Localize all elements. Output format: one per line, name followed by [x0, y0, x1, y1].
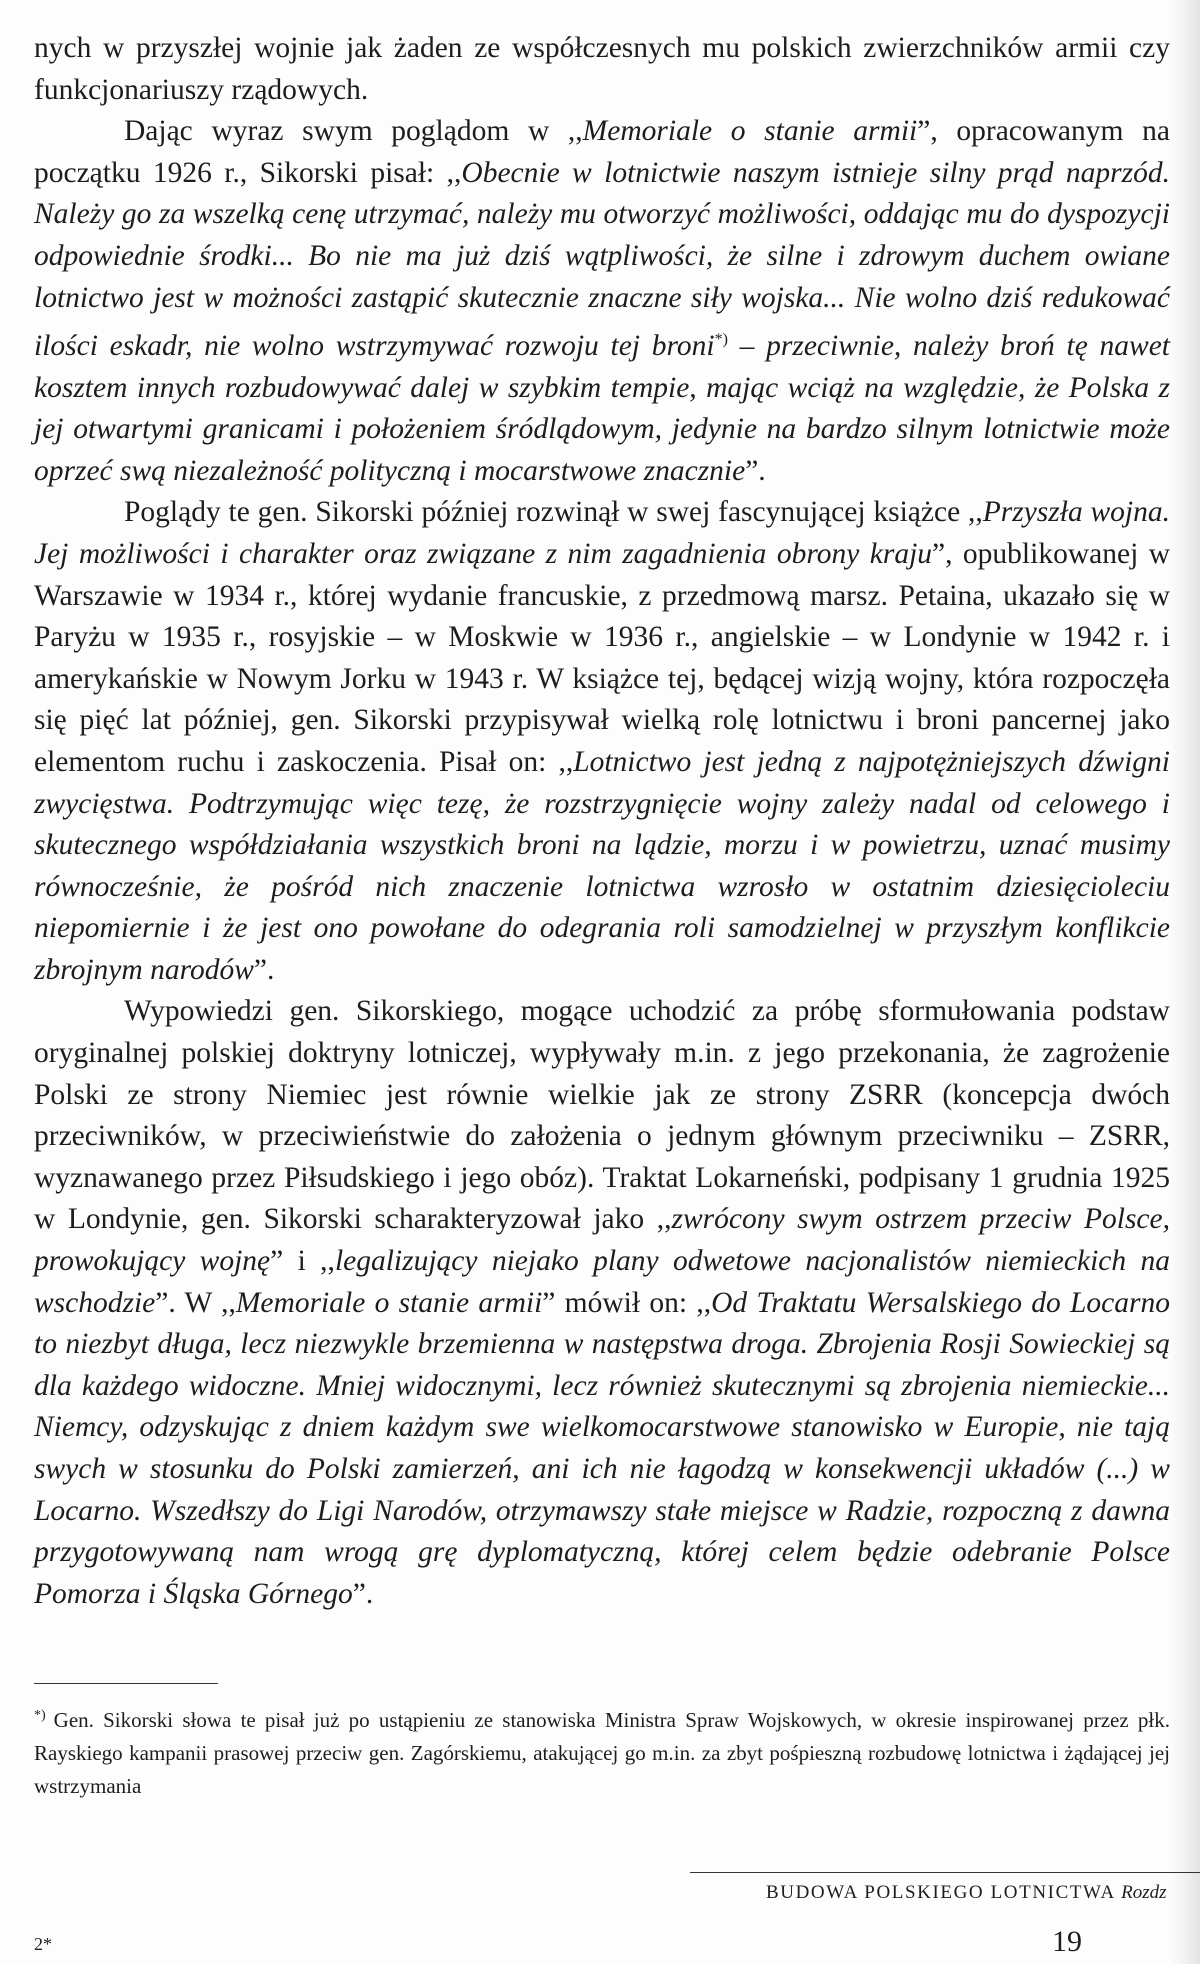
quoted-text: przeciwnie, należy broń tę nawet kosztem innych rozbudowywać dalej w szybkim tempie, mając wciąż na względzie, że Polska z jej otwartymi granicami i położeniem śródlądowym, jedynie na bardzo silnym lotnictwie może oprzeć swą niezależność polityczną i mocarstwowe znacznie [34, 329, 1170, 487]
text-run: – [727, 329, 767, 362]
text-run: ”. [253, 953, 275, 986]
text-run: Wypowiedzi gen. Sikorskiego, mogące uchodzić za próbę sformułowania podstaw oryginalnej polskiej doktryny lotniczej, wypływały m.in. z jego przekonania, że zagrożenie Polski ze strony Niemiec jest równie wielkie jak ze strony ZSRR (koncepcja dwóch przeciwników, w przeciwieństwie do założenia o jednym głównym przeciwniku – ZSRR, wyznawanego przez Piłsudskiego i jego obóz). Traktat Lokarneński, podpisany 1 grudnia 1925 w Londynie, gen. Sikorski scharakteryzował jako ,, [34, 995, 1170, 1236]
quoted-text: Memoriale o stanie armii [235, 1286, 543, 1319]
quoted-text: Lotnictwo jest jedną z najpotężniejszych dźwigni zwycięstwa. Podtrzymując więc tezę, że rozstrzygnięcie wojny zależy nadal od celowego i skutecznego współdziałania wszystkich broni na lądzie, morzu i w powietrzu, uznać musimy równocześnie, że pośród nich znaczenie lotnictwa wzrosło w ostatnim dziesięcioleciu niepomiernie i że jest ono powołane do odegrania roli samodzielnej w przyszłym konflikcie zbrojnym narodów [34, 745, 1171, 986]
text-run: Dając wyraz swym poglądom w ,, [124, 115, 583, 148]
quoted-text: zwrócony swym ostrzem przeciw Polsce, prowokujący wojnę [34, 1203, 1170, 1278]
quoted-text: legalizujący niejako plany odwetowe nacjonalistów niemieckich na wschodzie [34, 1245, 1170, 1319]
footnote-rule [34, 1683, 218, 1684]
text-run: ”. [745, 454, 766, 487]
page-number: 19 [1052, 1925, 1082, 1958]
quoted-text: Memoriale o stanie armii [582, 115, 918, 148]
footnote [34, 1699, 1170, 1803]
text-run: ”. [352, 1577, 374, 1610]
footnote-reference: *) [714, 331, 728, 349]
text-run: ” i ,, [270, 1245, 335, 1278]
paragraph [34, 991, 1170, 1615]
text-run: ”, opracowanym na początku 1926 r., Sikorski pisał: ,, [34, 115, 1170, 189]
footnote-mark: *) [34, 1708, 46, 1723]
text-run: ”, opublikowanej w Warszawie w 1934 r., której wydanie francuskie, z przedmową marsz. Petaina, ukazało się w Paryżu w 1935 r., rosyjskie – w Moskwie w 1936 r., angielskie – w Londynie w 1942 r. i amerykańskie w Nowym Jorku w 1943 r. W książce tej, będącej wizją wojny, która rozpoczęła się pięć lat później, gen. Sikorski przypisywał wielką rolę lotnictwu i broni pancernej jako elementom ruchu i zaskoczenia. Pisał on: ,, [34, 537, 1170, 778]
text-run: nych w przyszłej wojnie jak żaden ze współczesnych mu polskich zwierzchników armii czy funkcjonariuszy rządowych. [34, 32, 1170, 106]
paragraph [34, 111, 1170, 492]
running-title [766, 1882, 1167, 1904]
body-text [34, 28, 1170, 1615]
page-edge-shadow [1166, 0, 1200, 1964]
footnote-text: Gen. Sikorski słowa te pisał już po ustąpieniu ze stanowiska Ministra Spraw Wojskowych, w okresie inspirowanej przez płk. Rayskiego kampanii prasowej przeciw gen. Zagórskiemu, atakującej go m.in. za zbyt pośpieszną rozbudowę lotnictwa i żądającej jej wstrzymania [34, 1708, 1170, 1798]
running-title-rule [690, 1872, 1200, 1873]
text-run: Poglądy te gen. Sikorski później rozwinął w swej fascynującej książce ,, [124, 496, 983, 529]
text-run: ” mówił on: ,, [542, 1286, 712, 1319]
quoted-text: Od Traktatu Wersalskiego do Locarno to niezbyt długa, lecz niezwykle brzemienna w następstwa droga. Zbrojenia Rosji Sowieckiej są dla każdego widoczne. Mniej widocznymi, lecz również skutecznymi są zbrojenia niemieckie... Niemcy, odzyskując z dniem każdym swe wielkomocarstwowe stanowisko w Europie, nie tają swych w stosunku do Polski zamierzeń, ani ich nie łagodzą w konsekwencji układów (...) w Locarno. Wszedłszy do Ligi Narodów, otrzymawszy stałe miejsce w Radzie, rozpoczną z dawna przygotowywaną nam wrogą grę dyplomatyczną, której celem będzie odebranie Polsce Pomorza i Śląska Górnego [34, 1286, 1170, 1610]
running-title-chapter: Rozdz [1121, 1882, 1167, 1903]
signature-mark: 2* [34, 1934, 52, 1954]
paragraph [34, 492, 1170, 991]
text-run: ”. W ,, [155, 1286, 236, 1319]
quoted-text: Obecnie w lotnictwie naszym istnieje silny prąd naprzód. Należy go za wszelką cenę utrzymać, należy mu otworzyć możliwości, oddając mu do dyspozycji odpowiednie środki... Bo nie ma już dziś wątpliwości, że silne i zdrowym duchem owiane lotnictwo jest w możności zastąpić skutecznie znaczne siły wojska... Nie wolno dziś redukować ilości eskadr, nie wolno wstrzymywać rozwoju tej broni [34, 156, 1170, 362]
quoted-text: Przyszła wojna. Jej możliwości i charakter oraz związane z nim zagadnienia obrony kraju [34, 496, 1170, 570]
paragraph [34, 28, 1170, 111]
running-title-text: BUDOWA POLSKIEGO LOTNICTWA [766, 1882, 1115, 1903]
